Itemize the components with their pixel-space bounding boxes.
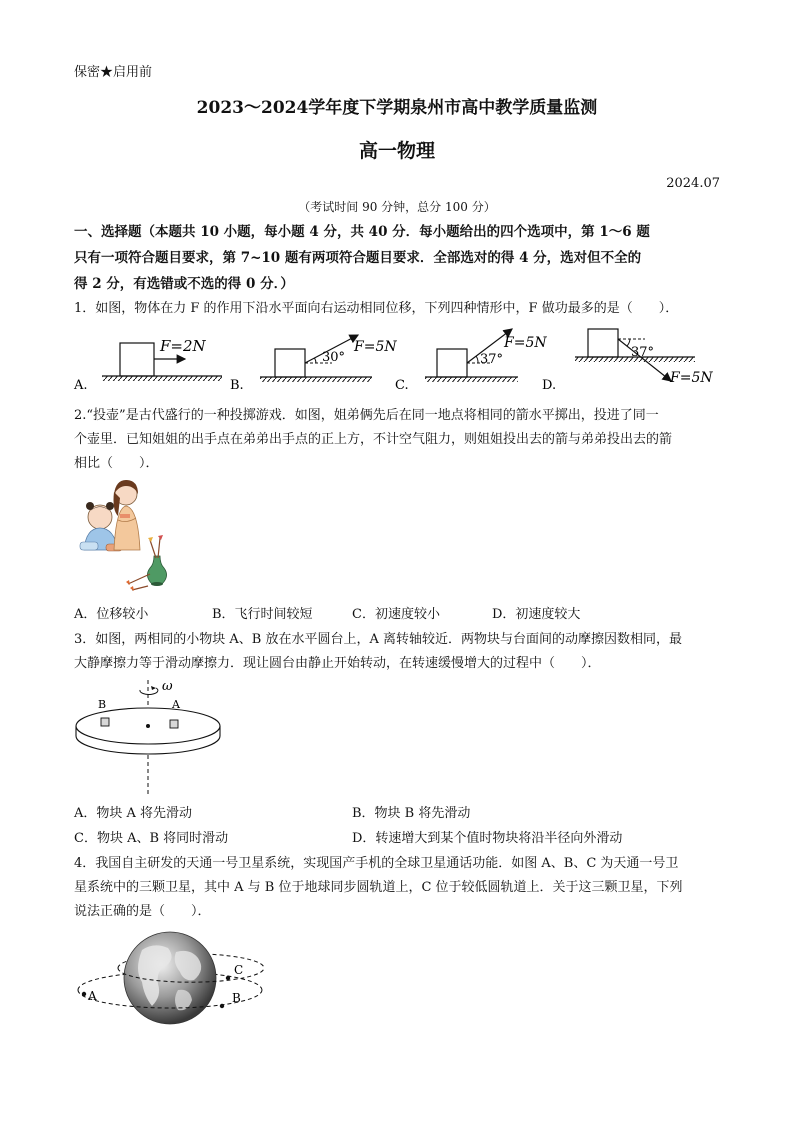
- satellite-c-label: C: [234, 963, 244, 977]
- block: [120, 343, 154, 376]
- q1-option-letter: C.: [395, 378, 409, 393]
- q1-figure-a: [73, 337, 222, 393]
- q3-option-b: B．物块 B 将先滑动: [352, 806, 471, 821]
- satellite-b-label: B: [232, 991, 241, 1005]
- q1-option-letter: D.: [542, 378, 557, 393]
- section1-line: 得 2 分，有选错或不选的得 0 分．）: [74, 276, 294, 292]
- earth-orbit-figure: [72, 930, 272, 1030]
- q2-line: 个壶里．已知姐姐的出手点在弟弟出手点的正上方，不计空气阻力，则姐姐投出去的箭与弟弟投出去的箭: [74, 432, 673, 447]
- q3-line: 大静摩擦力等于滑动摩擦力．现让圆台由静止开始转动，在转速缓慢增大的过程中（ ）．: [74, 656, 601, 671]
- section1-line: 只有一项符合题目要求，第 7~10 题有两项符合题目要求．全部选对的得 4 分，选对但不全的: [74, 250, 642, 266]
- center-dot: [146, 724, 150, 728]
- secrecy-label: 保密★启用前: [74, 65, 153, 80]
- q1-figure-d: [542, 329, 713, 393]
- exam-info: （考试时间 90 分钟，总分 100 分）: [298, 200, 496, 214]
- block: [437, 349, 467, 377]
- block: [588, 329, 618, 357]
- q3-option-c: C．物块 A、B 将同时滑动: [74, 831, 229, 846]
- angle-label: 30°: [322, 350, 346, 365]
- sister-figure: [114, 480, 141, 550]
- exam-subject: 高一物理: [358, 140, 435, 162]
- satellite-c: [226, 976, 230, 980]
- exam-date: 2024.07: [666, 176, 720, 191]
- q1-figure-c: [395, 329, 547, 393]
- angle-label: 37°: [480, 352, 504, 367]
- q4-line: 4．我国自主研发的天通一号卫星系统，实现国产手机的全球卫星通话功能．如图 A、B、C 为天通一号卫: [74, 856, 679, 871]
- force-label: F=5N: [670, 370, 713, 386]
- angle-label: 37°: [631, 345, 655, 360]
- q4-line: 说法正确的是（ ）．: [74, 904, 211, 919]
- block-b: [101, 718, 109, 726]
- q2-line: 2.“投壶”是古代盛行的一种投掷游戏．如图，姐弟俩先后在同一地点将相同的箭水平掷出，投进了同一: [74, 408, 659, 423]
- q2-option-c: C．初速度较小: [352, 607, 440, 622]
- q1-figure-b: [230, 335, 397, 393]
- q3-option-d: D．转速增大到某个值时物块将沿半径向外滑动: [352, 831, 623, 846]
- q2-line: 相比（ ）．: [74, 456, 159, 471]
- touhu-illustration: [74, 480, 184, 595]
- q1-option-letter: B.: [230, 378, 244, 393]
- q4-stem: [74, 852, 683, 924]
- force-label: F=5N: [504, 335, 547, 351]
- force-label: F=2N: [160, 337, 206, 355]
- q2-option-b: B．飞行时间较短: [212, 607, 313, 622]
- block-a: [170, 720, 178, 728]
- q1-stem: 1．如图，物体在力 F 的作用下沿水平面向右运动相同位移，下列四种情形中，F 做功最多的是（ ）．: [74, 301, 679, 316]
- omega-label: ω: [162, 679, 173, 694]
- satellite-b: [220, 1004, 224, 1008]
- q3-option-a: A．物块 A 将先滑动: [74, 806, 193, 821]
- q2-option-d: D．初速度较大: [492, 607, 581, 622]
- force-label: F=5N: [354, 339, 397, 355]
- q1-figures: [70, 325, 720, 400]
- exam-title: 2023～2024学年度下学期泉州市高中教学质量监测: [196, 98, 598, 118]
- satellite-a-label: A: [88, 989, 97, 1003]
- rotation-arrow: [140, 688, 158, 694]
- q3-stem: [74, 628, 682, 676]
- section1-line: 一、选择题（本题共 10 小题，每小题 4 分，共 40 分．每小题给出的四个选项中，第 1～6 题: [74, 224, 650, 240]
- q2-stem: [74, 404, 672, 476]
- q3-line: 3．如图，两相同的小物块 A、B 放在水平圆台上，A 离转轴较近．两物块与台面间的动摩擦因数相同，最: [74, 632, 682, 647]
- section1-instructions: [74, 219, 650, 297]
- satellite-a: [82, 992, 86, 996]
- block-b-label: B: [98, 698, 107, 711]
- block: [275, 349, 305, 377]
- block-a-label: A: [172, 698, 180, 711]
- q4-line: 星系统中的三颗卫星，其中 A 与 B 位于地球同步圆轨道上，C 位于较低圆轨道上．关于这三颗卫星，下列: [74, 880, 683, 895]
- q2-option-a: A．位移较小: [74, 607, 149, 622]
- q1-option-letter: A.: [74, 378, 88, 393]
- turntable-figure: [72, 678, 252, 796]
